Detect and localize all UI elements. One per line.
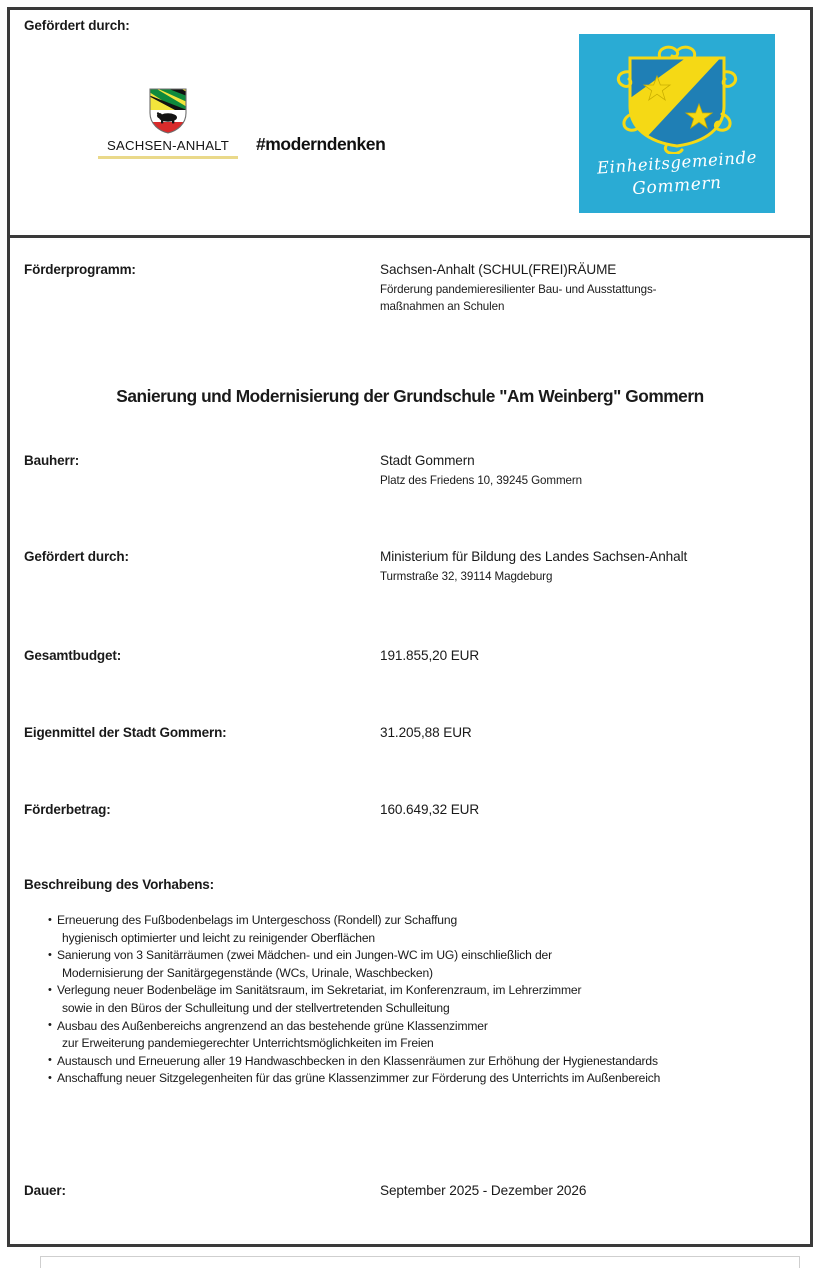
moderndenken-slogan: #moderndenken bbox=[256, 134, 386, 154]
list-item bbox=[48, 1018, 794, 1053]
header-caption: Gefördert durch: bbox=[24, 18, 130, 33]
list-item bbox=[48, 947, 794, 982]
funding-amount-value: 160.649,32 EUR bbox=[380, 802, 480, 817]
gommern-coat-of-arms-icon bbox=[602, 42, 752, 159]
list-item-line2: Modernisierung der Sanitärgegenstände (WCs, Urinale, Waschbecken) bbox=[62, 965, 433, 980]
funding-programme-subvalue-1: Förderung pandemieresilienter Bau- und Ausstattungs- bbox=[380, 283, 657, 296]
gommern-logo-line1: Einheitsgemeinde bbox=[596, 147, 758, 178]
duration-value: September 2025 - Dezember 2026 bbox=[380, 1183, 587, 1198]
own-funds-label: Eigenmittel der Stadt Gommern: bbox=[24, 725, 227, 740]
gommern-logo-text bbox=[579, 147, 775, 200]
total-budget-value: 191.855,20 EUR bbox=[380, 648, 480, 663]
description-list bbox=[48, 912, 794, 1088]
funding-programme-value: Sachsen-Anhalt (SCHUL(FREI)RÄUME bbox=[380, 262, 617, 277]
funded-by-address: Turmstraße 32, 39114 Magdeburg bbox=[380, 570, 553, 583]
description-heading: Beschreibung des Vorhabens: bbox=[24, 877, 214, 892]
project-information-board bbox=[7, 7, 813, 1247]
list-item bbox=[48, 1070, 794, 1088]
sachsen-anhalt-underline bbox=[98, 156, 238, 159]
list-item-line2: sowie in den Büros der Schulleitung und der stellvertretenden Schulleitung bbox=[62, 1000, 450, 1015]
funding-amount-label: Förderbetrag: bbox=[24, 802, 111, 817]
list-item bbox=[48, 982, 794, 1017]
sachsen-anhalt-coat-of-arms-icon bbox=[149, 88, 187, 134]
own-funds-value: 31.205,88 EUR bbox=[380, 725, 472, 740]
project-title: Sanierung und Modernisierung der Grundschule "Am Weinberg" Gommern bbox=[116, 386, 704, 406]
sachsen-anhalt-logo bbox=[98, 88, 238, 159]
list-item-line1: Anschaffung neuer Sitzgelegenheiten für das grüne Klassenzimmer zur Förderung des Unterrichts im Außenbereich bbox=[57, 1071, 661, 1086]
list-item-line1: Sanierung von 3 Sanitärräumen (zwei Mädchen- und ein Jungen-WC im UG) einschließlich der bbox=[57, 948, 552, 963]
funding-programme-subvalue-2: maßnahmen an Schulen bbox=[380, 300, 505, 313]
list-item-line2: zur Erweiterung pandemiegerechter Unterrichtsmöglichkeiten im Freien bbox=[62, 1036, 434, 1051]
client-label: Bauherr: bbox=[24, 453, 80, 468]
total-budget-label: Gesamtbudget: bbox=[24, 648, 122, 663]
next-sheet-edge bbox=[40, 1256, 800, 1268]
funded-by-label: Gefördert durch: bbox=[24, 549, 129, 564]
document-body bbox=[10, 238, 810, 1244]
list-item bbox=[48, 912, 794, 947]
funding-programme-label: Förderprogramm: bbox=[24, 262, 136, 277]
gommern-logo-line2: Gommern bbox=[631, 173, 723, 200]
list-item-line1: Austausch und Erneuerung aller 19 Handwaschbecken in den Klassenräumen zur Erhöhung der Hygienestandards bbox=[57, 1053, 658, 1068]
client-address: Platz des Friedens 10, 39245 Gommern bbox=[380, 474, 582, 487]
list-item bbox=[48, 1053, 794, 1071]
funders-header-band bbox=[10, 10, 810, 238]
list-item-line1: Erneuerung des Fußbodenbelags im Untergeschoss (Rondell) zur Schaffung bbox=[57, 913, 458, 927]
list-item-line1: Verlegung neuer Bodenbeläge im Sanitätsraum, im Sekretariat, im Konferenzraum, im Lehrerzimmer bbox=[57, 983, 582, 998]
list-item-line2: hygienisch optimierter und leicht zu reinigender Oberflächen bbox=[62, 930, 376, 945]
funded-by-value: Ministerium für Bildung des Landes Sachsen-Anhalt bbox=[380, 549, 688, 564]
gommern-municipality-logo bbox=[579, 34, 775, 213]
sachsen-anhalt-wordmark: SACHSEN-ANHALT bbox=[107, 138, 229, 153]
client-value: Stadt Gommern bbox=[380, 453, 475, 468]
list-item-line1: Ausbau des Außenbereichs angrenzend an das bestehende grüne Klassenzimmer bbox=[57, 1018, 488, 1033]
duration-label: Dauer: bbox=[24, 1183, 66, 1198]
